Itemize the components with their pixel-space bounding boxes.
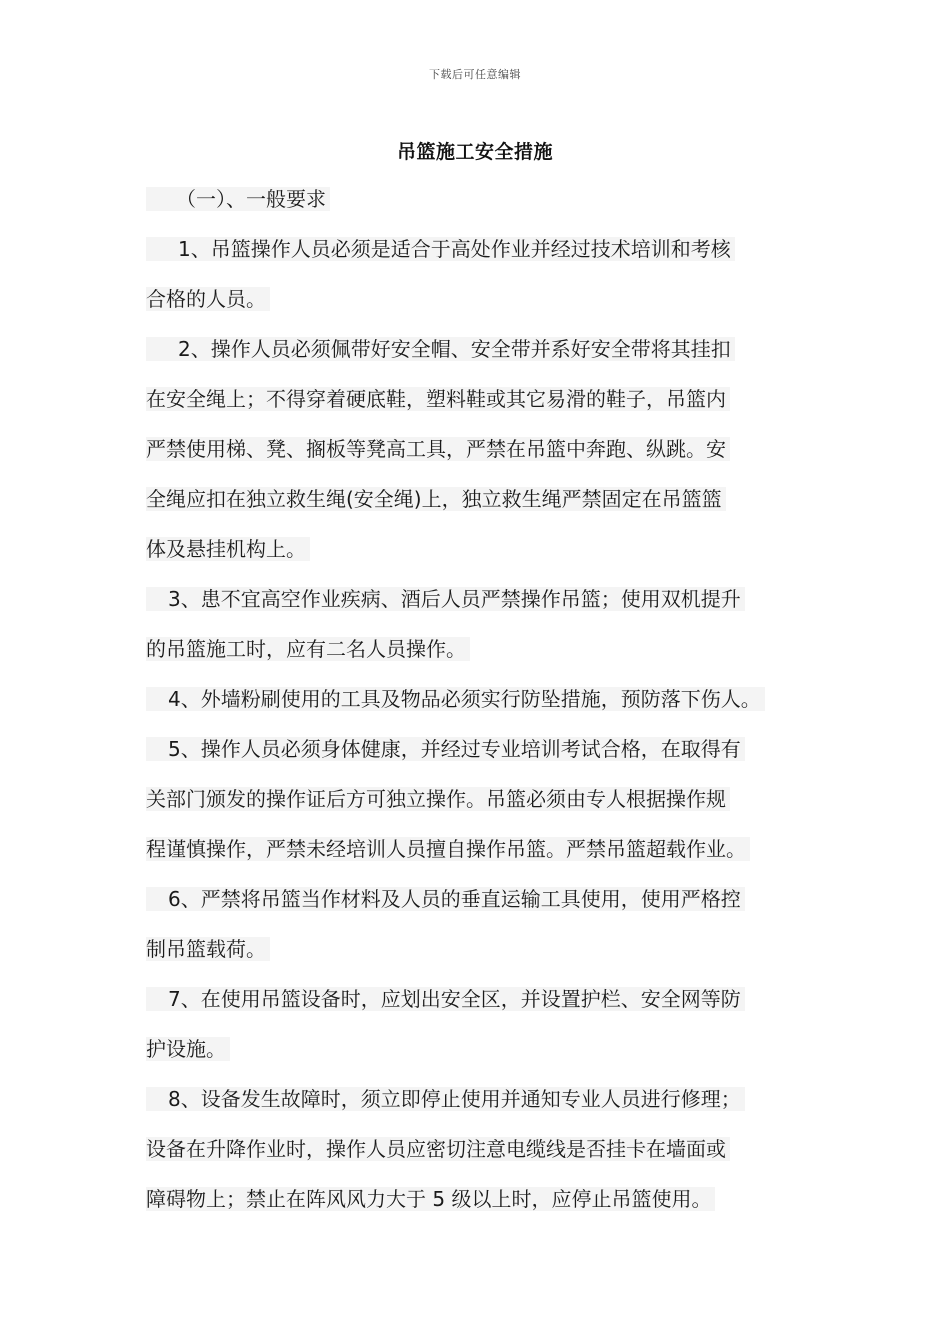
section-heading (146, 185, 330, 213)
paragraph-line-text: 制吊篮载荷。 (146, 937, 270, 961)
paragraph-line-text: 6、严禁将吊篮当作材料及人员的垂直运输工具使用，使用严格控 (146, 887, 745, 911)
paragraph-line (146, 1185, 715, 1213)
paragraph-line (146, 835, 750, 863)
paragraph-line (146, 735, 745, 763)
paragraph-line (146, 1135, 730, 1163)
paragraph-line (146, 285, 270, 313)
paragraph-line-text: 5、操作人员必须身体健康，并经过专业培训考试合格，在取得有 (146, 737, 745, 761)
paragraph-line (146, 1035, 230, 1063)
paragraph-line-text: 合格的人员。 (146, 287, 270, 311)
paragraph-line (146, 385, 730, 413)
paragraph-line (146, 435, 730, 463)
paragraph-line (146, 585, 745, 613)
paragraph-line-text: 设备在升降作业时，操作人员应密切注意电缆线是否挂卡在墙面或 (146, 1137, 730, 1161)
paragraph-line (146, 685, 765, 713)
header-note: 下载后可任意编辑 (429, 68, 521, 81)
paragraph-line-text: 护设施。 (146, 1037, 230, 1061)
paragraph-line (146, 785, 730, 813)
section-heading-text: （一）、一般要求 (146, 187, 330, 211)
paragraph-line (146, 935, 270, 963)
paragraph-line-text: 的吊篮施工时，应有二名人员操作。 (146, 637, 470, 661)
paragraph-line (146, 1085, 745, 1113)
paragraph-line (146, 485, 726, 513)
paragraph-line-text: 体及悬挂机构上。 (146, 537, 310, 561)
paragraph-line-text: 4、外墙粉刷使用的工具及物品必须实行防坠措施，预防落下伤人。 (146, 687, 765, 711)
paragraph-line (146, 885, 745, 913)
paragraph-line (146, 535, 310, 563)
paragraph-line-text: 3、患不宜高空作业疾病、酒后人员严禁操作吊篮；使用双机提升 (146, 587, 745, 611)
paragraph-line-text: 2、操作人员必须佩带好安全帽、安全带并系好安全带将其挂扣 (146, 337, 735, 361)
paragraph-line-text: 障碍物上；禁止在阵风风力大于 5 级以上时，应停止吊篮使用。 (146, 1187, 715, 1211)
paragraph-line-text: 严禁使用梯、凳、搁板等凳高工具，严禁在吊篮中奔跑、纵跳。安 (146, 437, 730, 461)
paragraph-line-text: 1、吊篮操作人员必须是适合于高处作业并经过技术培训和考核 (146, 237, 735, 261)
paragraph-line-text: 8、设备发生故障时，须立即停止使用并通知专业人员进行修理； (146, 1087, 745, 1111)
paragraph-line-text: 关部门颁发的操作证后方可独立操作。吊篮必须由专人根据操作规 (146, 787, 730, 811)
paragraph-line-text: 程谨慎操作，严禁未经培训人员擅自操作吊篮。严禁吊篮超载作业。 (146, 837, 750, 861)
paragraph-line (146, 235, 735, 263)
document-title: 吊篮施工安全措施 (396, 141, 553, 163)
paragraph-line-text: 在安全绳上；不得穿着硬底鞋，塑料鞋或其它易滑的鞋子，吊篮内 (146, 387, 730, 411)
paragraph-line (146, 335, 735, 363)
paragraph-line (146, 985, 745, 1013)
paragraph-line-text: 7、在使用吊篮设备时，应划出安全区，并设置护栏、安全网等防 (146, 987, 745, 1011)
paragraph-line-text: 全绳应扣在独立救生绳(安全绳)上，独立救生绳严禁固定在吊篮篮 (146, 487, 726, 511)
paragraph-line (146, 635, 470, 663)
